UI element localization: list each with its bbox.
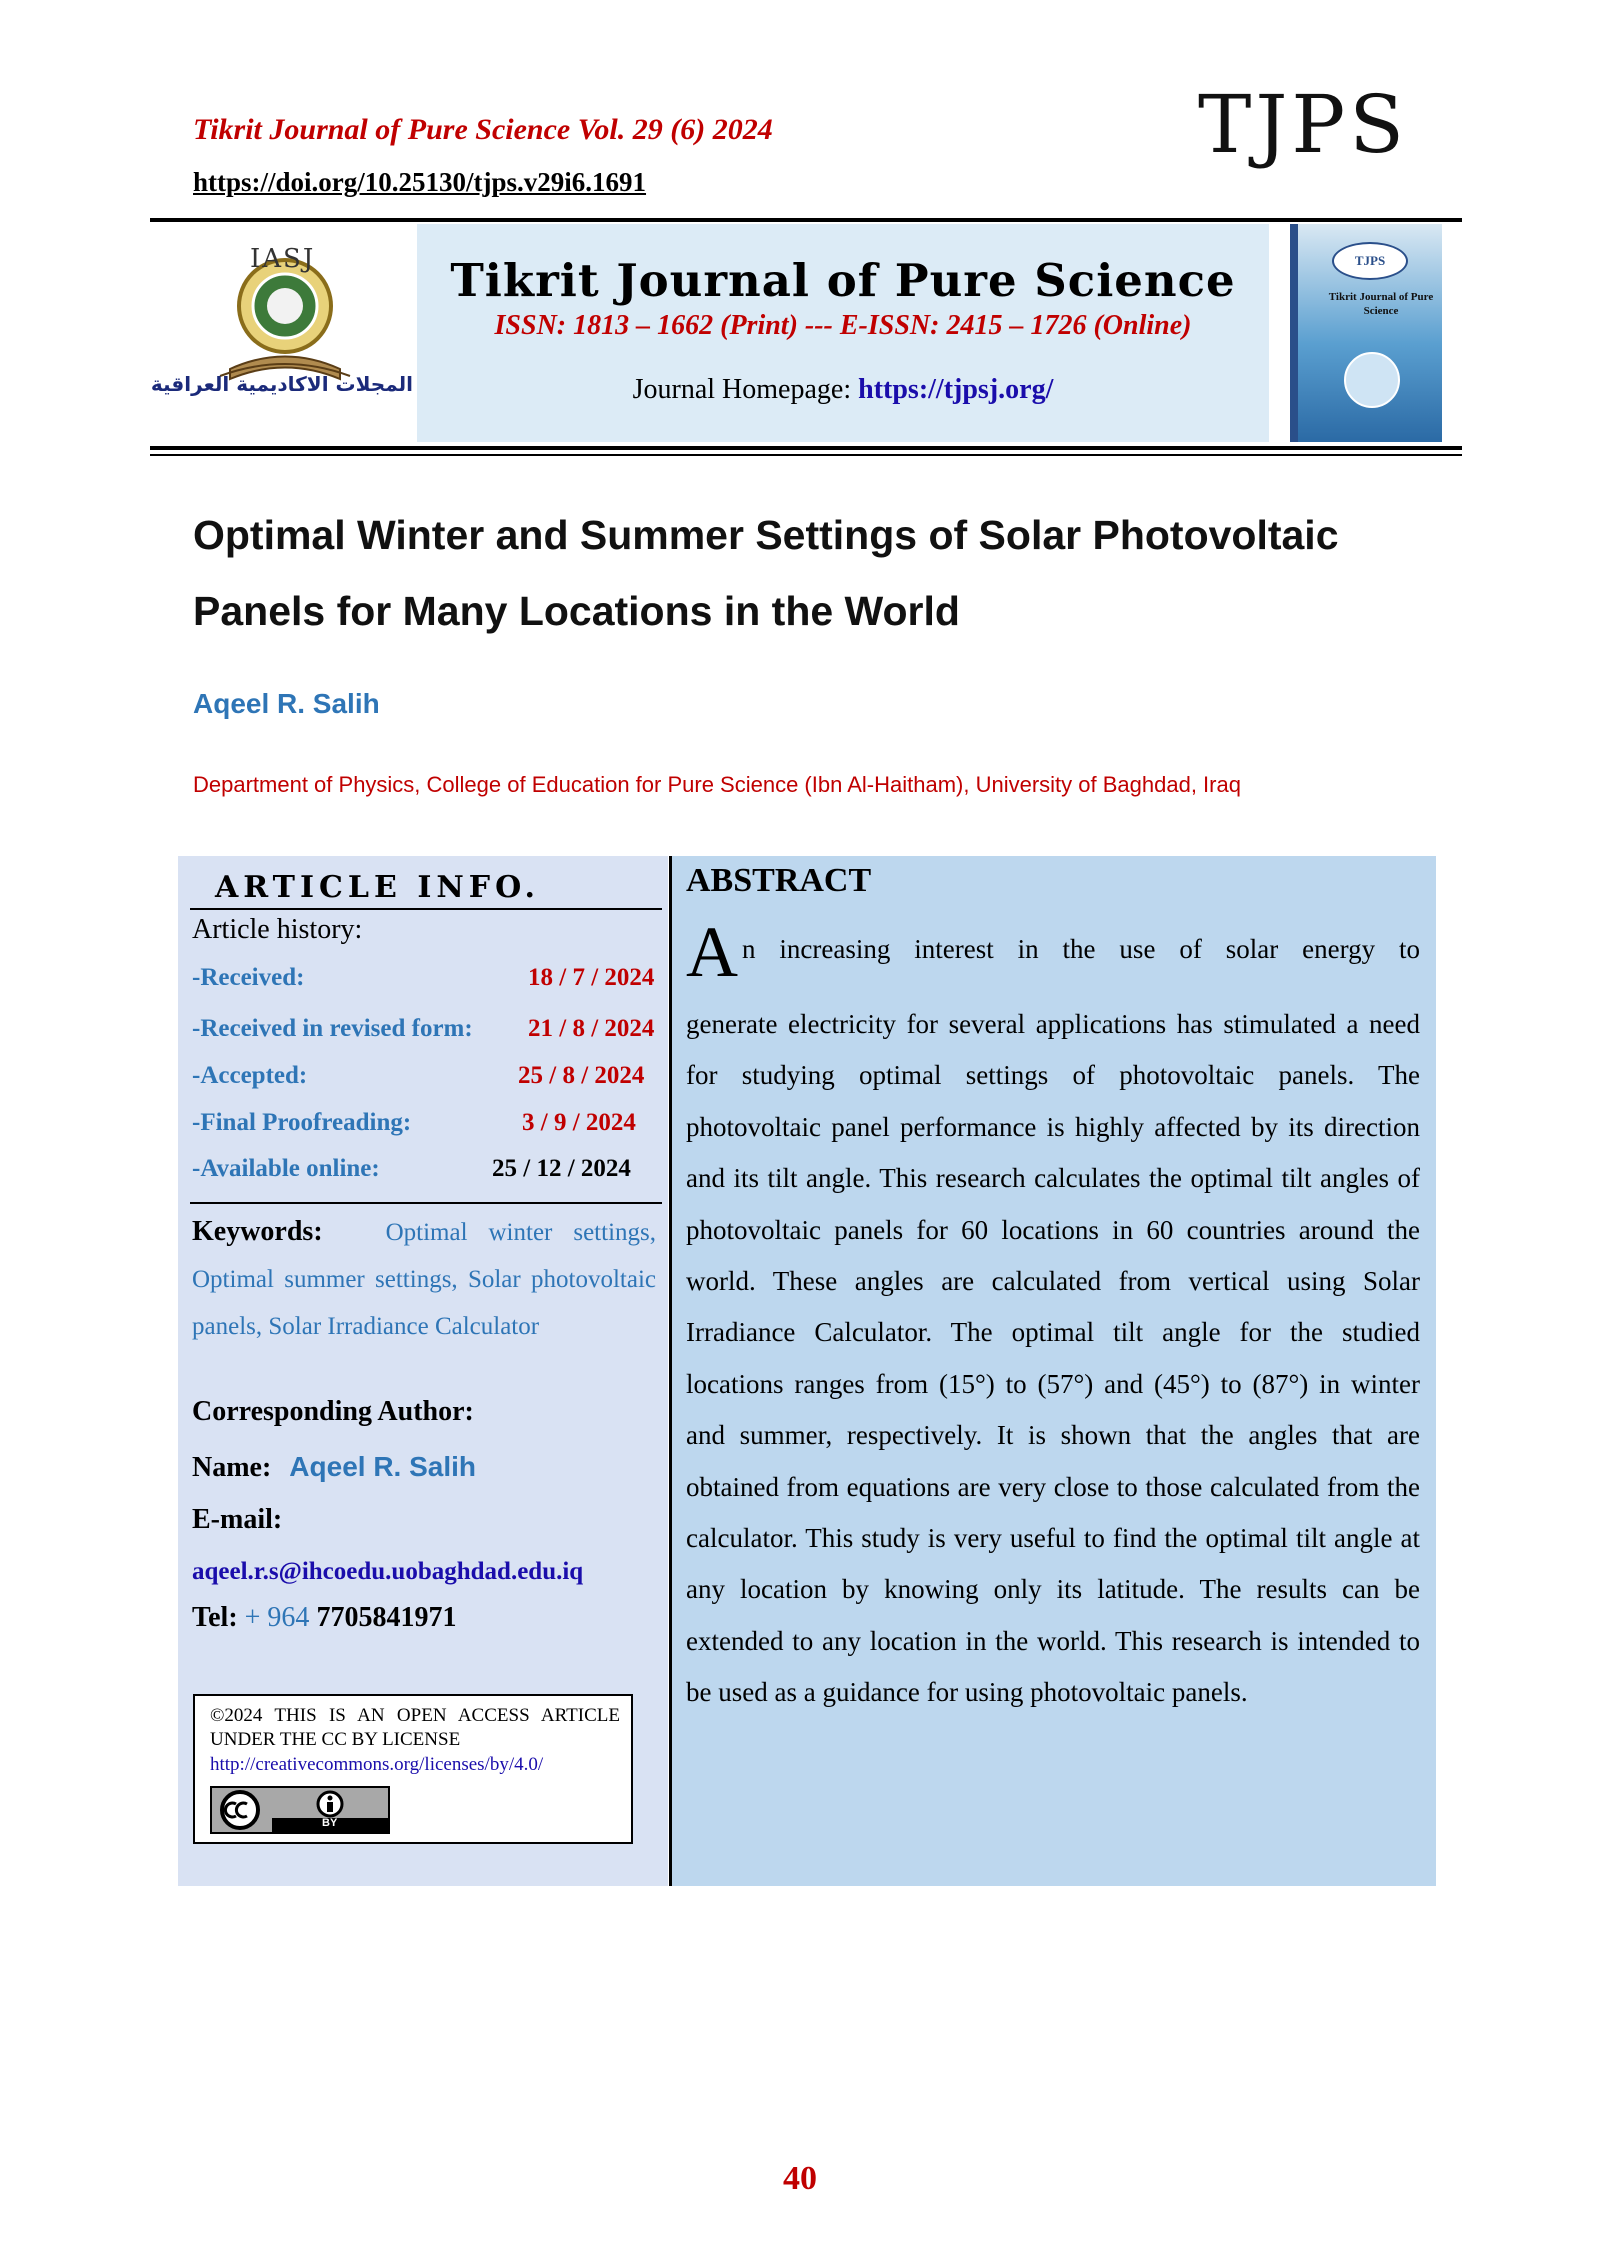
article-history-label: Article history: (192, 914, 363, 945)
homepage-label: Journal Homepage: (632, 374, 852, 405)
page-number: 40 (783, 2160, 817, 2197)
header-rule (150, 218, 1462, 222)
email-label: E-mail: (192, 1504, 283, 1535)
history-date: 3 / 9 / 2024 (522, 1109, 636, 1136)
abstract-first-line: n increasing interest in the use of solar energy to (742, 934, 1420, 964)
journal-banner (417, 224, 1269, 442)
history-label: -Accepted: (192, 1062, 308, 1089)
cover-seal-icon (1344, 352, 1400, 408)
name-label: Name: (192, 1452, 272, 1483)
license-link[interactable]: http://creativecommons.org/licenses/by/4.0/ (210, 1754, 544, 1775)
abstract-body (686, 910, 1420, 1719)
cc-by-badge (210, 1786, 390, 1834)
author-affiliation: Department of Physics, College of Education for Pure Science (Ibn Al-Haitham), University of Baghdad, Iraq (193, 772, 1241, 797)
history-date: 25 / 8 / 2024 (518, 1062, 645, 1089)
history-date: 18 / 7 / 2024 (528, 964, 655, 991)
license-box (193, 1694, 633, 1844)
corresponding-name-row (192, 1451, 476, 1484)
iasj-label: IASJ (250, 244, 316, 274)
article-info-panel (178, 856, 668, 1886)
email-link[interactable]: aqeel.r.s@ihcoedu.uobaghdad.edu.iq (192, 1558, 584, 1585)
history-label: -Final Proofreading: (192, 1109, 412, 1136)
info-rule (190, 1202, 662, 1204)
cover-title: Tikrit Journal of Pure Science (1328, 291, 1434, 317)
history-label: -Received in revised form: (192, 1015, 473, 1042)
corresponding-name: Aqeel R. Salih (289, 1451, 477, 1482)
cover-badge: TJPS (1332, 242, 1408, 280)
history-label: -Available online: (192, 1155, 380, 1182)
history-label: -Received: (192, 964, 305, 991)
license-text: ©2024 THIS IS AN OPEN ACCESS ARTICLE UNDER THE CC BY LICENSE (210, 1705, 620, 1750)
history-accepted (192, 1062, 662, 1102)
history-date: 25 / 12 / 2024 (492, 1155, 631, 1182)
tel-country-code: + 964 (244, 1602, 310, 1633)
history-revised (192, 1015, 662, 1055)
doi-link[interactable]: https://doi.org/10.25130/tjps.v29i6.1691 (193, 167, 647, 197)
corresponding-author-label: Corresponding Author: (192, 1396, 474, 1427)
history-final-proofreading (192, 1109, 662, 1149)
banner-issn: ISSN: 1813 – 1662 (Print) --- E-ISSN: 2415 – 1726 (Online) (494, 310, 1192, 341)
banner-title: Tikrit Journal of Pure Science (450, 254, 1236, 307)
abstract-text: generate electricity for several applications has stimulated a need for studying optimal settings of photovoltaic panels. The photovoltaic panel performance is highly affected by its direction and its tilt angle. This research calculates the optimal tilt angles of photovoltaic panels for 60 locations in 60 countries around the world. These angles are calculated from vertical using Solar Irradiance Calculator. The optimal tilt angle for the studied locations ranges from (15°) to (57°) and (45°) to (87°) in winter and summer, respectively. It is shown that the angles that are obtained from equations are very close to those calculated from the calculator. This study is very useful to find the optimal tilt angle at any location by knowing only its latitude. The results can be extended to any location in the world. This research is intended to be used as a guidance for using photovoltaic panels. (686, 1009, 1420, 1708)
tel-label: Tel: (192, 1602, 238, 1633)
article-title: Optimal Winter and Summer Settings of Solar Photovoltaic Panels for Many Locations in the World (193, 512, 1339, 634)
history-received (192, 964, 662, 1004)
tel-number: 7705841971 (316, 1602, 457, 1633)
history-available-online (192, 1155, 662, 1195)
keywords-label: Keywords: (192, 1216, 323, 1247)
iasj-arabic-name: المجلات الاكاديمية العراقية (150, 372, 413, 396)
abstract-dropcap: A (686, 912, 738, 992)
journal-citation: Tikrit Journal of Pure Science Vol. 29 (6) 2024 (193, 113, 773, 146)
keywords-block (192, 1208, 656, 1350)
article-info-heading: ARTICLE INFO. (215, 870, 540, 905)
cc-by-label: BY (322, 1817, 338, 1829)
keywords-text: Optimal winter settings, Optimal summer settings, Solar photovoltaic panels, Solar Irradiance Calculator (192, 1219, 656, 1340)
article-author: Aqeel R. Salih (193, 688, 380, 719)
abstract-heading: ABSTRACT (686, 862, 872, 899)
abstract-panel (672, 856, 1436, 1886)
info-rule (190, 908, 662, 910)
banner-homepage (417, 374, 1269, 406)
banner-rule-thick (150, 446, 1462, 450)
banner-rule-thin (150, 454, 1462, 456)
cc-icon (212, 1788, 388, 1832)
telephone-row (192, 1602, 456, 1634)
tjps-logo: TJPS (1198, 78, 1409, 171)
homepage-link[interactable]: https://tjpsj.org/ (858, 374, 1054, 405)
journal-cover-thumbnail (1290, 224, 1442, 442)
history-date: 21 / 8 / 2024 (528, 1015, 655, 1042)
